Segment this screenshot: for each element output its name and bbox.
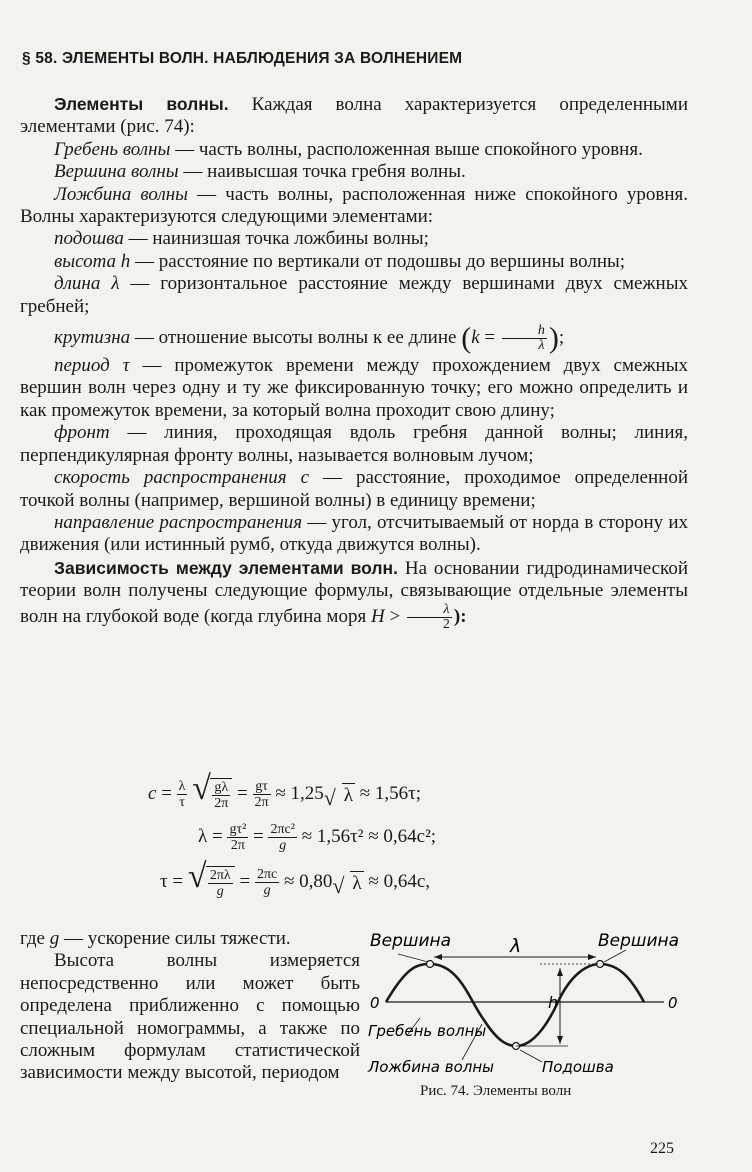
denominator: g [279,838,287,853]
def-height [20,251,688,273]
run-in-heading: Зависимость между элементами волн. [54,557,398,578]
label-wave-crest: Гребень волны [368,1022,487,1040]
square-root [192,770,232,811]
radical-sign: √ [192,770,211,807]
fraction [177,779,188,810]
term: высота [54,250,117,272]
leader-top-right [604,950,626,962]
label-crest-top-left: Вершина [370,931,452,951]
square-root [187,858,235,899]
denominator: 2 [442,616,450,632]
symbol: g [49,928,60,949]
denominator: τ [179,795,185,810]
numerator: λ [407,603,452,618]
term: подошва [54,228,124,250]
equals-sign: = [479,326,500,348]
symbol: H [370,605,385,627]
definition-text: — угол, отсчитываемый от норда в сторону их движения (или истинный румб, откуда движутся волны). [20,511,688,556]
denominator: g [216,884,224,899]
radical-sign: √ [187,858,207,895]
term: фронт [54,422,110,444]
definition-text: — наинизшая точка ложбины волны; [123,228,429,250]
formula-symbol: λ [198,825,208,847]
term: Ложбина волны [54,183,189,205]
definition-text: — расстояние по вертикали от подошвы до вершины волны; [130,250,626,272]
term: Вершина волны [54,161,179,183]
right-paren: ) [548,321,559,355]
numerator: λ [178,779,186,794]
label-height: h [548,993,559,1012]
symbol: k [471,326,480,348]
approx-value: ≈ 0,80 [279,870,333,892]
fraction [212,780,230,811]
numerator: 2πc [256,867,278,882]
equals-sign: = [156,782,177,804]
numerator: gτ² [229,822,247,837]
square-root [332,871,363,898]
equals-sign: = [232,782,253,804]
definition-text: — линия, проходящая вдоль гребня данной волны; линия, перпендикулярная фронту волны, называется волновым лучом; [20,422,688,466]
fraction [268,822,296,853]
denominator: 2π [214,796,229,811]
equals-sign: = [167,870,188,892]
definition-text: — наивысшая точка гребня волны. [178,161,466,183]
arrow-head-right [588,954,596,960]
def-top [20,161,688,183]
arrow-head-bottom [557,1036,563,1044]
punctuation: ): [453,605,467,627]
label-zero-left: 0 [370,994,380,1012]
def-bottom [20,228,688,250]
approx-value: ≈ 1,25 [270,782,324,804]
denominator: g [263,883,271,898]
fraction [227,822,248,853]
equals-sign: = [248,825,269,847]
radical-sign: √ [323,784,336,810]
denominator: 2π [254,795,269,810]
approx-value: ≈ 1,56τ² ≈ 0,64c²; [296,825,437,847]
denominator: λ [538,338,545,354]
height-measurement: Высота волны измеряется непосредственно или может быть определена приближенно с помощью специальной номограммы, а также по сложным формулам статистической зависимости между высотой, периодом [20,950,360,1084]
numerator: h [502,324,547,339]
label-zero-right: 0 [668,994,678,1012]
equals-sign: = [207,825,228,847]
wave-diagram [364,920,704,1110]
radicand: λ [343,784,353,806]
symbol: λ [111,273,120,295]
radical-sign: √ [332,872,345,898]
fraction [208,868,233,899]
term: длина [54,273,101,295]
symbol: h [120,250,131,272]
fraction [255,867,279,898]
formula-period [160,858,431,899]
term: Гребень волны [54,138,171,160]
radicand [210,778,232,811]
formula-symbol: τ [160,870,168,892]
formula-symbol: c [148,782,157,804]
term: скорость распространения [54,467,287,489]
arrow-head-left [434,954,442,960]
numerator: 2πλ [209,868,231,883]
symbol: τ [122,355,130,377]
equals-sign: = [234,870,255,892]
punctuation: ; [558,326,565,348]
greater-sign: > [384,605,405,627]
approx-value: ≈ 1,56τ; [354,782,422,804]
fraction [253,779,271,810]
figure-caption: Рис. 74. Элементы волн [420,1083,572,1099]
definition-text: — расстояние, проходимое определенной точкой волны (например, вершиной волны) в единицу времени; [20,467,688,511]
square-root [323,783,355,810]
term: крутизна [54,326,131,348]
arrow-head-top [557,968,563,976]
label-wave-trough: Ложбина волны [368,1058,494,1076]
leader-bottom [520,1050,542,1062]
definition-text: — часть волны, расположенная ниже спокойного уровня. Волны характеризуются следующими элементами: [20,183,688,228]
definition-text: — горизонтальное расстояние между вершинами двух смежных гребней; [20,273,688,317]
paragraph-text: На основании гидродинамической теории волн получены следующие формулы, связывающие отдельные элементы волн на глубокой воде (когда глубина моря [20,557,688,627]
section-heading: § 58. ЭЛЕМЕНТЫ ВОЛН. НАБЛЮДЕНИЯ ЗА ВОЛНЕНИЕМ [22,50,463,67]
label-lambda: λ [510,935,522,957]
formula-length [198,822,436,853]
def-front [20,422,688,467]
def-steepness [20,321,688,355]
left-paren: ( [461,321,472,355]
page-number: 225 [650,1140,674,1157]
formula-speed [148,770,422,811]
paragraph-wave-elements [20,93,688,139]
def-length [20,273,688,318]
definition-text: — часть волны, расположенная выше спокойного уровня. [170,138,643,160]
approx-value: ≈ 0,64c, [363,870,431,892]
text: — ускорение силы тяжести. [59,928,291,949]
def-trough [20,184,688,229]
numerator: 2πc² [270,822,295,837]
denominator: 2π [230,838,245,853]
radicand: λ [352,872,362,894]
label-crest-top-right: Вершина [598,931,680,951]
lower-left-text [20,928,360,1085]
def-speed [20,467,688,512]
fraction [407,603,452,632]
paragraph-text: Каждая волна характеризуется определенными элементами (рис. 74): [20,94,689,138]
body-text [20,93,688,632]
paragraph-relations [20,557,688,632]
def-period [20,355,688,422]
numerator: gτ [253,779,271,795]
def-direction [20,512,688,557]
label-wave-bottom: Подошва [542,1058,614,1076]
fraction [502,324,547,353]
symbol: c [300,467,310,489]
leader-top-left [398,954,428,962]
radicand [206,866,235,899]
definition-text: — отношение высоты волны к ее длине [130,326,457,348]
def-crest [20,139,688,161]
numerator: gλ [212,780,230,796]
term: направление распространения [54,511,303,533]
gravity-note [20,928,360,950]
definition-text: — промежуток времени между прохождением двух смежных вершин волн через одну и ту же фиксированную точку; его можно определить и как промежуток времени, за который волна проходит свою длину; [20,355,688,421]
text: где [20,928,50,949]
term: период [54,355,110,377]
run-in-heading: Элементы волны. [54,94,229,114]
